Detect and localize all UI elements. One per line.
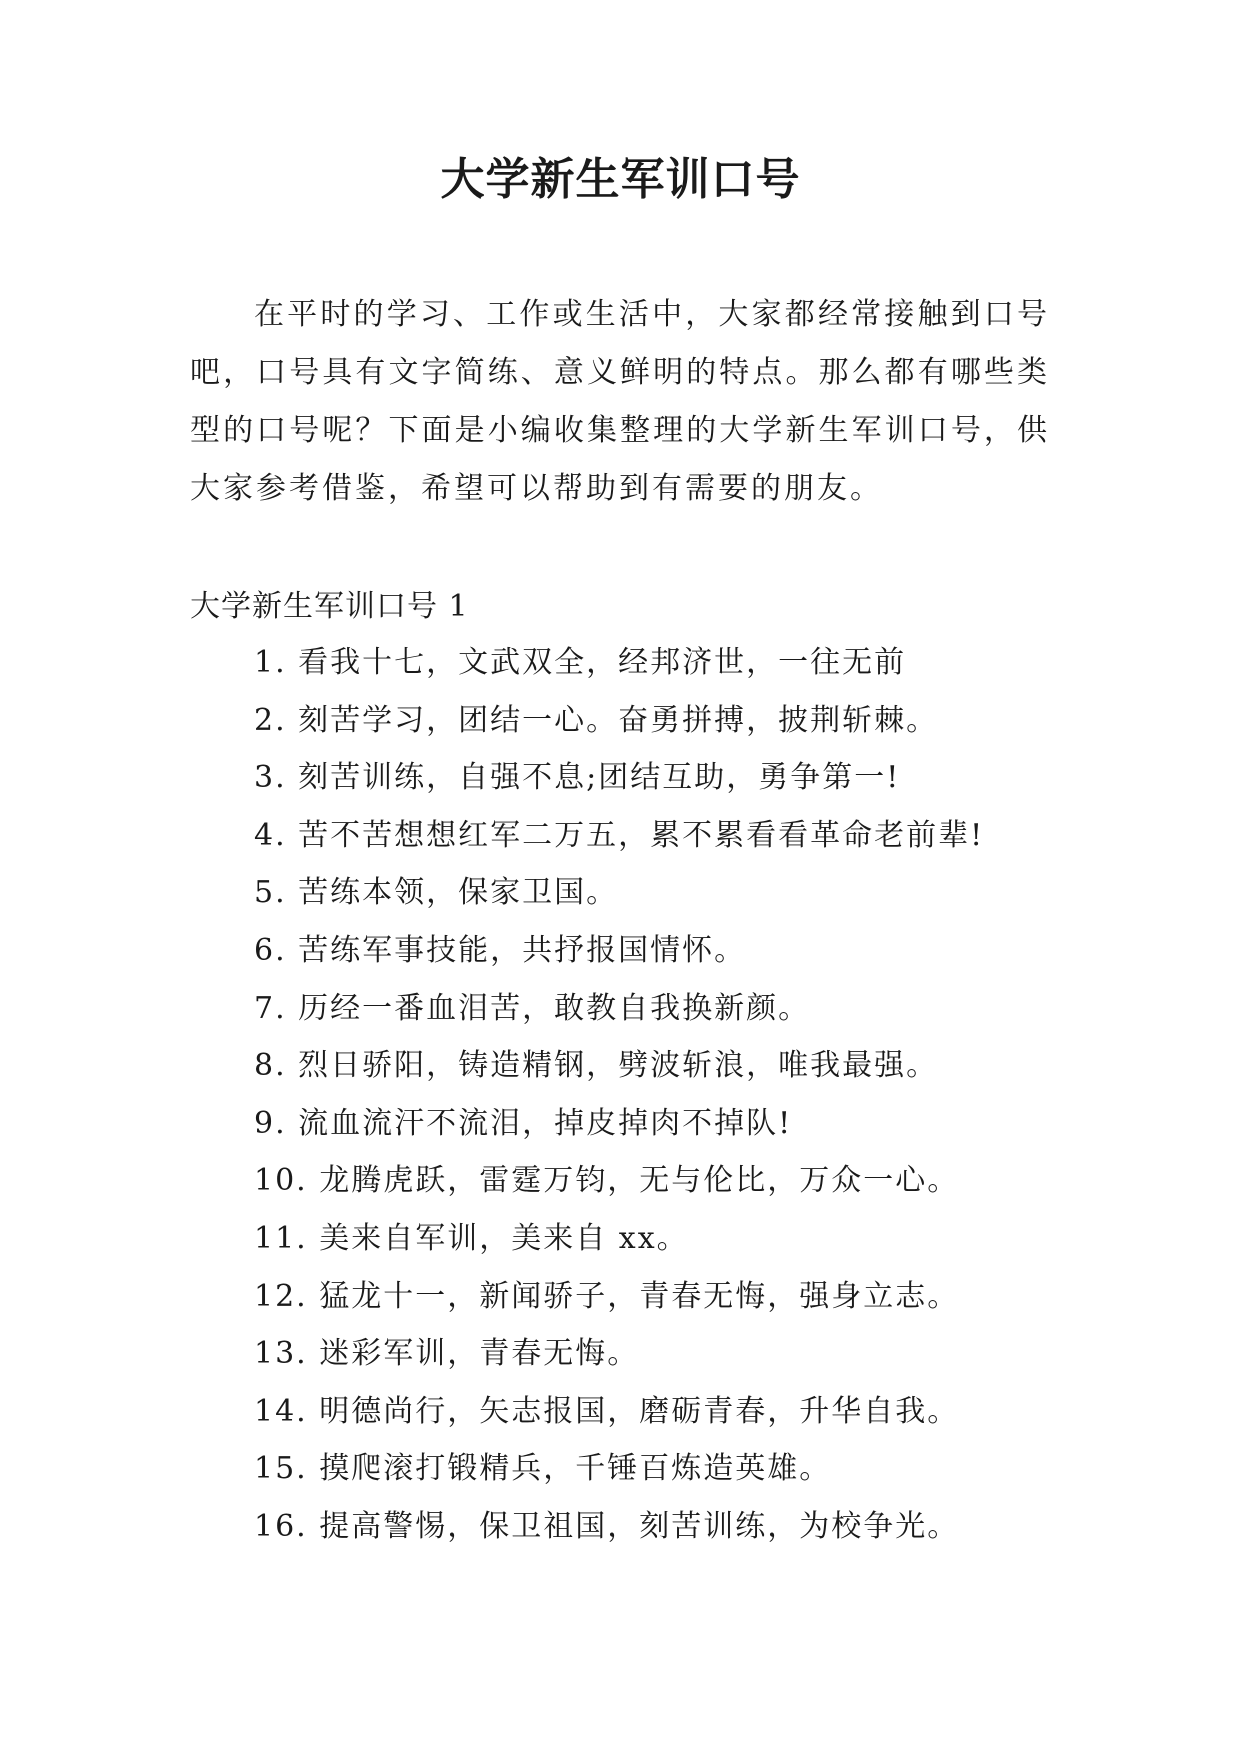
- intro-paragraph: 在平时的学习、工作或生活中，大家都经常接触到口号吧，口号具有文字简练、意义鲜明的特点。那么都有哪些类型的口号呢？下面是小编收集整理的大学新生军训口号，供大家参考借鉴，希望可以帮助到有需要的朋友。: [190, 297, 1050, 506]
- slogan-list: [254, 634, 1074, 1556]
- slogan-item: 14. 明德尚行，矢志报国，磨砺青春，升华自我。: [254, 1393, 960, 1429]
- slogan-item: 12. 猛龙十一，新闻骄子，青春无悔，强身立志。: [254, 1278, 960, 1314]
- slogan-item: 8. 烈日骄阳，铸造精钢，劈波斩浪，唯我最强。: [254, 1048, 939, 1084]
- slogan-item: 10. 龙腾虎跃，雷霆万钧，无与伦比，万众一心。: [254, 1163, 960, 1199]
- slogan-item: 13. 迷彩军训，青春无悔。: [254, 1336, 640, 1372]
- slogan-item: 5. 苦练本领，保家卫国。: [254, 875, 619, 911]
- slogan-item: 15. 摸爬滚打锻精兵，千锤百炼造英雄。: [254, 1451, 832, 1487]
- slogan-item: 3. 刻苦训练，自强不息;团结互助，勇争第一!: [254, 760, 901, 796]
- slogan-item: 2. 刻苦学习，团结一心。奋勇拼搏，披荆斩棘。: [254, 702, 939, 738]
- slogan-item: 4. 苦不苦想想红军二万五，累不累看看革命老前辈!: [254, 817, 985, 853]
- slogan-item: 6. 苦练军事技能，共抒报国情怀。: [254, 932, 747, 968]
- page-title: 大学新生军训口号: [440, 154, 801, 205]
- slogan-item: 9. 流血流汗不流泪，掉皮掉肉不掉队!: [254, 1105, 793, 1141]
- slogan-item: 7. 历经一番血泪苦，敢教自我换新颜。: [254, 990, 811, 1026]
- slogan-item: 1. 看我十七，文武双全，经邦济世，一往无前: [254, 645, 907, 680]
- slogan-item: 16. 提高警惕，保卫祖国，刻苦训练，为校争光。: [254, 1508, 960, 1544]
- slogan-item: 11. 美来自军训，美来自 xx。: [254, 1220, 689, 1256]
- section-heading: 大学新生军训口号 1: [190, 589, 469, 624]
